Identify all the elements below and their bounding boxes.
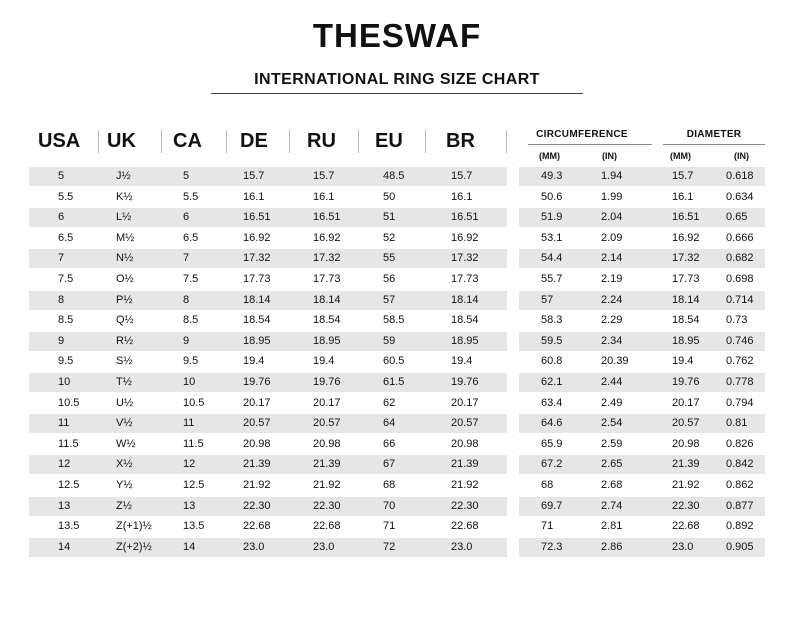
cell-diam-in: 0.778 (726, 376, 754, 388)
cell-de: 21.39 (243, 458, 271, 471)
table-row (29, 414, 765, 433)
column-group-gap (507, 455, 519, 474)
cell-br: 18.54 (451, 314, 479, 327)
cell-ru: 20.57 (313, 417, 341, 430)
table-row (29, 352, 765, 371)
col-header-ca: CA (173, 130, 202, 152)
cell-diam-in: 0.762 (726, 355, 754, 368)
cell-diam-mm: 22.68 (672, 520, 700, 533)
cell-ca: 6.5 (183, 231, 199, 244)
cell-de: 18.14 (243, 293, 271, 306)
diameter-unit-in: (IN) (734, 151, 749, 161)
cell-uk: X½ (116, 458, 133, 471)
cell-diam-in: 0.714 (726, 293, 754, 306)
cell-de: 17.32 (243, 252, 271, 265)
cell-circ-in: 2.86 (601, 540, 623, 553)
cell-de: 16.51 (243, 211, 271, 224)
cell-diam-in: 0.81 (726, 417, 748, 430)
cell-uk: L½ (116, 211, 132, 224)
cell-de: 22.30 (243, 499, 271, 512)
cell-circ-in: 2.24 (601, 293, 623, 306)
cell-br: 17.73 (451, 273, 479, 285)
cell-eu: 68 (383, 479, 396, 491)
diameter-underline (663, 144, 765, 145)
cell-de: 21.92 (243, 479, 271, 491)
header-separator (425, 130, 426, 153)
cell-usa: 13.5 (58, 520, 80, 533)
cell-eu: 59 (383, 334, 396, 347)
cell-diam-mm: 20.98 (672, 437, 700, 450)
cell-usa: 6.5 (58, 231, 74, 244)
table-row (29, 167, 765, 186)
cell-diam-mm: 18.14 (672, 293, 700, 306)
cell-ca: 12.5 (183, 479, 205, 491)
cell-usa: 9 (58, 334, 65, 347)
cell-ru: 16.1 (313, 190, 335, 203)
table-row (29, 394, 765, 413)
cell-usa: 10 (58, 376, 71, 388)
cell-diam-mm: 16.1 (672, 190, 694, 203)
cell-de: 23.0 (243, 540, 265, 553)
cell-ru: 16.92 (313, 231, 341, 244)
circumference-underline (528, 144, 652, 145)
cell-de: 15.7 (243, 170, 265, 182)
header-separator (289, 130, 290, 153)
cell-circ-in: 2.09 (601, 231, 623, 244)
cell-circ-mm: 71 (541, 520, 554, 533)
cell-circ-mm: 51.9 (541, 211, 563, 224)
table-row (29, 249, 765, 268)
cell-diam-in: 0.618 (726, 170, 754, 182)
cell-eu: 71 (383, 520, 396, 533)
cell-eu: 57 (383, 293, 396, 306)
table-row (29, 497, 765, 516)
cell-uk: Q½ (116, 314, 134, 327)
cell-uk: Y½ (116, 479, 133, 491)
cell-uk: Z(+1)½ (116, 520, 152, 533)
table-row (29, 455, 765, 474)
cell-usa: 8 (58, 293, 65, 306)
cell-circ-mm: 57 (541, 293, 554, 306)
cell-circ-in: 2.14 (601, 252, 623, 265)
cell-ru: 17.73 (313, 273, 341, 285)
cell-uk: J½ (116, 170, 131, 182)
cell-circ-in: 2.74 (601, 499, 623, 512)
cell-circ-in: 2.19 (601, 273, 623, 285)
cell-diam-mm: 20.17 (672, 396, 700, 409)
group-header-diameter: DIAMETER (686, 129, 742, 140)
cell-uk: P½ (116, 293, 133, 306)
cell-ca: 7.5 (183, 273, 199, 285)
subtitle-underline (211, 93, 583, 94)
cell-br: 22.68 (451, 520, 479, 533)
cell-br: 17.32 (451, 252, 479, 265)
cell-circ-mm: 63.4 (541, 396, 563, 409)
cell-diam-mm: 20.57 (672, 417, 700, 430)
header-separator (506, 130, 507, 153)
column-group-gap (507, 414, 519, 433)
cell-br: 20.17 (451, 396, 479, 409)
cell-de: 20.98 (243, 437, 271, 450)
cell-ru: 15.7 (313, 170, 335, 182)
cell-ru: 18.95 (313, 334, 341, 347)
cell-circ-in: 2.65 (601, 458, 623, 471)
cell-ru: 19.4 (313, 355, 335, 368)
cell-eu: 67 (383, 458, 396, 471)
cell-usa: 7.5 (58, 273, 74, 285)
cell-de: 16.1 (243, 190, 265, 203)
cell-eu: 51 (383, 211, 396, 224)
cell-ca: 13.5 (183, 520, 205, 533)
col-header-usa: USA (38, 130, 81, 152)
cell-uk: R½ (116, 334, 134, 347)
cell-ru: 22.30 (313, 499, 341, 512)
cell-ca: 11 (183, 417, 195, 430)
cell-br: 19.4 (451, 355, 473, 368)
cell-diam-in: 0.682 (726, 252, 754, 265)
cell-circ-mm: 53.1 (541, 231, 563, 244)
table-row (29, 538, 765, 557)
cell-ca: 5.5 (183, 190, 199, 203)
cell-diam-in: 0.877 (726, 499, 754, 512)
cell-ca: 6 (183, 211, 190, 224)
cell-eu: 72 (383, 540, 396, 553)
cell-uk: T½ (116, 376, 132, 388)
cell-diam-mm: 18.54 (672, 314, 700, 327)
cell-circ-mm: 55.7 (541, 273, 563, 285)
col-header-de: DE (240, 130, 268, 152)
cell-uk: Z½ (116, 499, 132, 512)
cell-diam-in: 0.73 (726, 314, 748, 327)
cell-eu: 60.5 (383, 355, 405, 368)
cell-diam-mm: 16.51 (672, 211, 700, 224)
cell-uk: N½ (116, 252, 134, 265)
cell-br: 15.7 (451, 170, 473, 182)
cell-circ-in: 2.59 (601, 437, 623, 450)
cell-ru: 18.14 (313, 293, 341, 306)
cell-diam-mm: 21.39 (672, 458, 700, 471)
cell-usa: 9.5 (58, 355, 74, 368)
cell-usa: 5 (58, 170, 65, 182)
cell-br: 16.92 (451, 231, 479, 244)
cell-de: 20.57 (243, 417, 271, 430)
cell-diam-in: 0.698 (726, 273, 754, 285)
cell-circ-in: 2.49 (601, 396, 623, 409)
cell-usa: 5.5 (58, 190, 74, 203)
cell-eu: 55 (383, 252, 396, 265)
cell-br: 20.57 (451, 417, 479, 430)
table-row (29, 311, 765, 330)
cell-ru: 19.76 (313, 376, 341, 388)
column-group-gap (507, 332, 519, 351)
col-header-ru: RU (307, 130, 336, 152)
cell-diam-mm: 19.76 (672, 376, 700, 388)
column-group-gap (507, 249, 519, 268)
cell-circ-mm: 58.3 (541, 314, 563, 327)
cell-br: 21.39 (451, 458, 479, 471)
cell-ru: 18.54 (313, 314, 341, 327)
cell-circ-mm: 68 (541, 479, 554, 491)
cell-br: 22.30 (451, 499, 479, 512)
cell-ca: 10 (183, 376, 196, 388)
cell-diam-in: 0.862 (726, 479, 754, 491)
col-header-br: BR (446, 130, 475, 152)
cell-circ-in: 2.34 (601, 334, 623, 347)
cell-eu: 64 (383, 417, 396, 430)
header-separator (98, 130, 99, 153)
cell-circ-mm: 54.4 (541, 252, 563, 265)
cell-ca: 7 (183, 252, 190, 265)
cell-circ-mm: 65.9 (541, 437, 563, 450)
cell-br: 18.14 (451, 293, 479, 306)
cell-circ-in: 20.39 (601, 355, 629, 368)
cell-uk: S½ (116, 355, 133, 368)
cell-diam-in: 0.746 (726, 334, 754, 347)
cell-de: 18.54 (243, 314, 271, 327)
cell-br: 18.95 (451, 334, 479, 347)
cell-usa: 7 (58, 252, 65, 265)
cell-diam-in: 0.65 (726, 211, 748, 224)
column-group-gap (507, 291, 519, 310)
cell-diam-in: 0.905 (726, 540, 754, 553)
cell-uk: K½ (116, 190, 133, 203)
cell-ca: 12 (183, 458, 196, 471)
table-row (29, 435, 765, 454)
cell-de: 19.4 (243, 355, 265, 368)
cell-diam-in: 0.666 (726, 231, 754, 244)
cell-diam-in: 0.892 (726, 520, 754, 533)
cell-br: 16.1 (451, 190, 473, 203)
table-row (29, 229, 765, 248)
cell-br: 21.92 (451, 479, 479, 491)
table-row (29, 476, 765, 495)
chart-subtitle: INTERNATIONAL RING SIZE CHART (254, 71, 540, 88)
cell-ru: 20.98 (313, 437, 341, 450)
cell-diam-mm: 23.0 (672, 540, 694, 553)
cell-circ-mm: 50.6 (541, 190, 563, 203)
cell-circ-mm: 49.3 (541, 170, 563, 182)
cell-br: 19.76 (451, 376, 479, 388)
column-group-gap (507, 167, 519, 186)
cell-br: 23.0 (451, 540, 473, 553)
cell-uk: U½ (116, 396, 134, 409)
cell-ca: 14 (183, 540, 196, 553)
cell-de: 17.73 (243, 273, 271, 285)
table-row (29, 517, 765, 536)
table-row (29, 332, 765, 351)
table-row (29, 373, 765, 392)
cell-ru: 21.39 (313, 458, 341, 471)
circumference-unit-in: (IN) (602, 151, 617, 161)
cell-de: 19.76 (243, 376, 271, 388)
cell-ca: 8 (183, 293, 190, 306)
cell-uk: M½ (116, 231, 135, 244)
header-separator (358, 130, 359, 153)
cell-ru: 16.51 (313, 211, 341, 224)
cell-usa: 14 (58, 540, 71, 553)
cell-de: 16.92 (243, 231, 271, 244)
cell-ca: 9.5 (183, 355, 199, 368)
cell-eu: 50 (383, 190, 396, 203)
cell-ca: 5 (183, 170, 190, 182)
cell-circ-in: 2.81 (601, 520, 623, 533)
cell-diam-in: 0.842 (726, 458, 754, 471)
cell-circ-in: 2.54 (601, 417, 623, 430)
cell-circ-mm: 67.2 (541, 458, 563, 471)
cell-usa: 10.5 (58, 396, 80, 409)
cell-diam-mm: 15.7 (672, 170, 694, 182)
cell-ru: 22.68 (313, 520, 341, 533)
col-header-uk: UK (107, 130, 136, 152)
cell-br: 16.51 (451, 211, 479, 224)
cell-uk: Z(+2)½ (116, 540, 152, 553)
cell-circ-mm: 69.7 (541, 499, 563, 512)
column-group-gap (507, 497, 519, 516)
table-row (29, 208, 765, 227)
cell-diam-mm: 17.73 (672, 273, 700, 285)
cell-circ-in: 2.29 (601, 314, 623, 327)
cell-eu: 70 (383, 499, 396, 512)
table-row (29, 188, 765, 207)
cell-ca: 13 (183, 499, 196, 512)
cell-ru: 17.32 (313, 252, 341, 265)
brand-title: THESWAF (312, 17, 482, 54)
cell-circ-in: 2.68 (601, 479, 623, 491)
cell-diam-mm: 18.95 (672, 334, 700, 347)
cell-circ-in: 1.94 (601, 170, 623, 182)
cell-circ-in: 2.44 (601, 376, 623, 388)
cell-circ-mm: 64.6 (541, 417, 563, 430)
cell-circ-mm: 59.5 (541, 334, 563, 347)
cell-eu: 48.5 (383, 170, 405, 182)
cell-eu: 62 (383, 396, 396, 409)
cell-usa: 13 (58, 499, 71, 512)
header-separator (226, 130, 227, 153)
cell-eu: 56 (383, 273, 396, 285)
cell-usa: 11.5 (58, 437, 79, 450)
cell-uk: V½ (116, 417, 133, 430)
cell-eu: 61.5 (383, 376, 405, 388)
cell-usa: 12.5 (58, 479, 80, 491)
cell-circ-mm: 62.1 (541, 376, 563, 388)
cell-usa: 6 (58, 211, 65, 224)
cell-ca: 11.5 (183, 437, 204, 450)
column-group-gap (507, 538, 519, 557)
cell-diam-in: 0.794 (726, 396, 754, 409)
cell-circ-in: 1.99 (601, 190, 623, 203)
cell-ca: 9 (183, 334, 190, 347)
cell-de: 20.17 (243, 396, 271, 409)
cell-circ-mm: 72.3 (541, 540, 563, 553)
cell-diam-in: 0.826 (726, 437, 754, 450)
cell-diam-mm: 21.92 (672, 479, 700, 491)
cell-ca: 10.5 (183, 396, 205, 409)
cell-eu: 52 (383, 231, 396, 244)
cell-usa: 8.5 (58, 314, 74, 327)
cell-uk: O½ (116, 273, 134, 285)
cell-uk: W½ (116, 437, 136, 450)
col-header-eu: EU (375, 130, 403, 152)
column-group-gap (507, 208, 519, 227)
group-header-circumference: CIRCUMFERENCE (536, 129, 628, 140)
diameter-unit-mm: (MM) (670, 151, 691, 161)
cell-circ-mm: 60.8 (541, 355, 563, 368)
cell-diam-mm: 22.30 (672, 499, 700, 512)
cell-de: 22.68 (243, 520, 271, 533)
cell-ru: 23.0 (313, 540, 335, 553)
cell-ca: 8.5 (183, 314, 199, 327)
header-separator (161, 130, 162, 153)
cell-diam-mm: 17.32 (672, 252, 700, 265)
cell-eu: 58.5 (383, 314, 405, 327)
cell-diam-mm: 19.4 (672, 355, 694, 368)
cell-diam-mm: 16.92 (672, 231, 700, 244)
cell-ru: 20.17 (313, 396, 341, 409)
cell-circ-in: 2.04 (601, 211, 623, 224)
cell-usa: 12 (58, 458, 71, 471)
cell-ru: 21.92 (313, 479, 341, 491)
cell-eu: 66 (383, 437, 396, 450)
table-row (29, 270, 765, 289)
column-group-gap (507, 373, 519, 392)
circumference-unit-mm: (MM) (539, 151, 560, 161)
cell-br: 20.98 (451, 437, 479, 450)
cell-diam-in: 0.634 (726, 190, 754, 203)
cell-de: 18.95 (243, 334, 271, 347)
cell-usa: 11 (58, 417, 70, 430)
table-row (29, 291, 765, 310)
